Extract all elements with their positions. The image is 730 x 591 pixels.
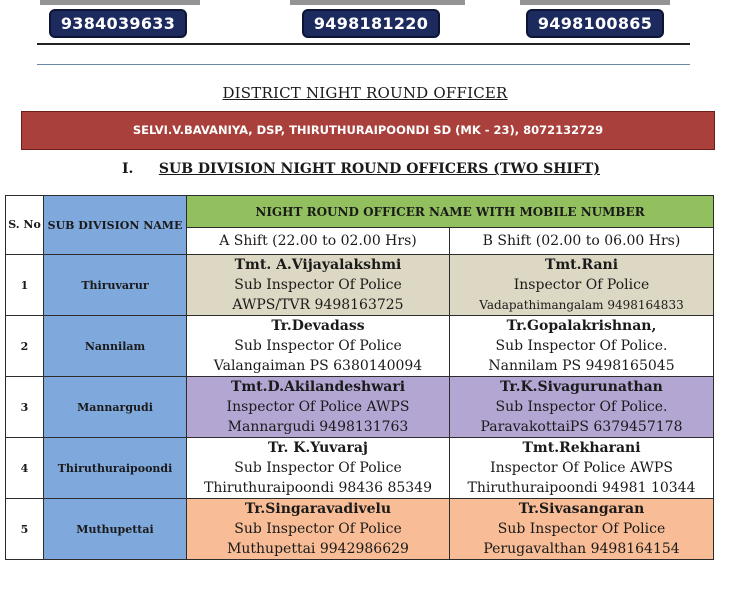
officer-station: Mannargudi 9498131763: [227, 419, 409, 435]
officer-name: Tmt.D.Akilandeshwari: [230, 379, 406, 395]
shift-a-officer: [187, 499, 450, 560]
officer-name: Tmt.Rani: [544, 257, 619, 273]
officer-station: Nannilam PS 9498165045: [488, 358, 675, 374]
section-number: I.: [122, 161, 134, 177]
shift-a-officer: [187, 255, 450, 316]
district-officer-banner: SELVI.V.BAVANIYA, DSP, THIRUTHURAIPOONDI SD (MK - 23), 8072132729: [21, 111, 715, 150]
shift-a-header: A Shift (22.00 to 02.00 Hrs): [187, 228, 450, 255]
officer-station: Thiruthuraipoondi 98436 85349: [204, 480, 432, 496]
officer-name: Tmt. A.Vijayalakshmi: [234, 257, 402, 273]
officer-name: Tr. K.Yuvaraj: [268, 440, 368, 456]
table-row: [6, 438, 714, 499]
row-number: 3: [6, 377, 44, 438]
phone-numbers-row: [0, 0, 730, 46]
row-number: 2: [6, 316, 44, 377]
officer-station: Perugavalthan 9498164154: [483, 541, 680, 557]
officer-rank: Sub Inspector Of Police.: [495, 338, 668, 354]
shift-b-officer: [450, 438, 714, 499]
shift-b-header: B Shift (02.00 to 06.00 Hrs): [450, 228, 714, 255]
subdivision-name: Mannargudi: [44, 377, 187, 438]
officer-name: Tmt.Rekharani: [522, 440, 641, 456]
subdivision-name: Muthupettai: [44, 499, 187, 560]
table-row: [6, 316, 714, 377]
officer-name: Tr.Sivasangaran: [518, 501, 645, 517]
subdivision-name: Thiruthuraipoondi: [44, 438, 187, 499]
phone-pill: 9498181220: [302, 9, 440, 38]
divider: [37, 43, 690, 45]
officer-station: Muthupettai 9942986629: [227, 541, 409, 557]
officer-name: Tr.Singaravadivelu: [244, 501, 392, 517]
night-round-table: [5, 195, 714, 560]
officer-rank: Sub Inspector Of Police: [234, 460, 402, 476]
table-row: [6, 499, 714, 560]
phone-pill: 9384039633: [49, 9, 187, 38]
officer-station: Vadapathimangalam 9498164833: [479, 298, 684, 312]
row-number: 4: [6, 438, 44, 499]
sno-header: S. No: [6, 196, 44, 255]
table-row: [6, 255, 714, 316]
divider: [37, 64, 690, 65]
officer-rank: Sub Inspector Of Police.: [495, 399, 668, 415]
section-heading: [122, 161, 600, 177]
shift-a-officer: [187, 316, 450, 377]
table-row: [6, 377, 714, 438]
officer-rank: Inspector Of Police AWPS: [226, 399, 410, 415]
subdivision-header: SUB DIVISION NAME: [44, 196, 187, 255]
officer-station: AWPS/TVR 9498163725: [232, 297, 404, 313]
shift-b-officer: [450, 316, 714, 377]
subdivision-name: Thiruvarur: [44, 255, 187, 316]
officer-rank: Sub Inspector Of Police: [234, 338, 402, 354]
officer-station: ParavakottaiPS 6379457178: [480, 419, 683, 435]
section-title: SUB DIVISION NIGHT ROUND OFFICERS (TWO SHIFT): [158, 161, 600, 177]
pill-top-shadow: [40, 0, 200, 5]
pill-top-shadow: [520, 0, 670, 5]
shift-b-officer: [450, 255, 714, 316]
shift-b-officer: [450, 499, 714, 560]
officer-rank: Sub Inspector Of Police: [234, 277, 402, 293]
officer-group-header: NIGHT ROUND OFFICER NAME WITH MOBILE NUMBER: [187, 196, 714, 228]
officer-name: Tr.Devadass: [271, 318, 365, 334]
officer-rank: Sub Inspector Of Police: [234, 521, 402, 537]
district-title: DISTRICT NIGHT ROUND OFFICER: [222, 84, 508, 102]
officer-rank: Inspector Of Police AWPS: [490, 460, 673, 476]
shift-b-officer: [450, 377, 714, 438]
officer-name: Tr.K.Sivagurunathan: [500, 379, 663, 395]
subdivision-name: Nannilam: [44, 316, 187, 377]
officer-rank: Inspector Of Police: [513, 277, 650, 293]
row-number: 1: [6, 255, 44, 316]
shift-a-officer: [187, 377, 450, 438]
officer-station: Thiruthuraipoondi 94981 10344: [467, 480, 696, 496]
pill-top-shadow: [290, 0, 465, 5]
row-number: 5: [6, 499, 44, 560]
officer-name: Tr.Gopalakrishnan,: [506, 318, 657, 334]
officer-rank: Sub Inspector Of Police: [497, 521, 666, 537]
shift-a-officer: [187, 438, 450, 499]
officer-station: Valangaiman PS 6380140094: [213, 358, 423, 374]
phone-pill: 9498100865: [526, 9, 664, 38]
